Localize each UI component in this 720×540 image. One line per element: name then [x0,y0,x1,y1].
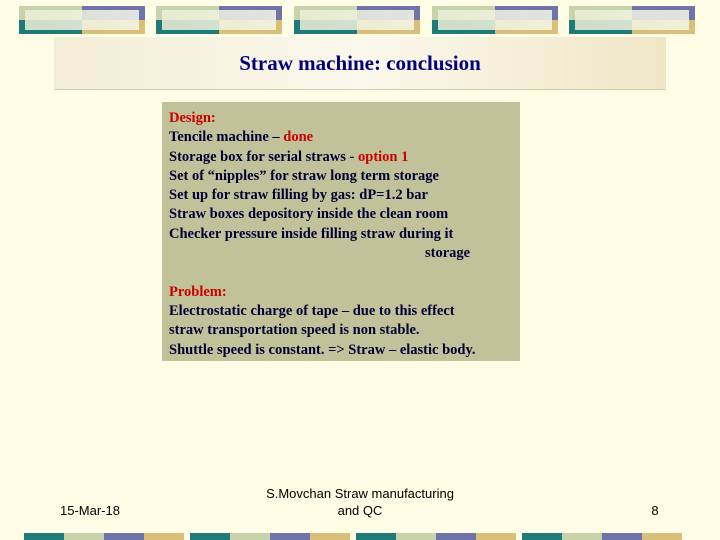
problem-item: Electrostatic charge of tape – due to this effect [169,302,455,319]
decor-tile [432,6,558,34]
problem-heading: Problem: [169,283,227,300]
decor-tile [19,6,145,34]
decor-tile [156,6,282,34]
content-box [162,102,520,361]
footer-author-line: S.Movchan Straw manufacturing [266,486,454,501]
decor-tile [569,6,695,34]
design-item: Set of “nipples” for straw long term storage [169,167,439,184]
top-decoration-band [0,0,720,36]
footer-author [240,485,480,519]
slide-title: Straw machine: conclusion [239,51,481,75]
footer-date: 15-Mar-18 [60,503,120,518]
design-item-continuation: storage [425,245,471,262]
design-item-text: Tencile machine – [169,129,284,146]
design-item-status: option 1 [358,148,409,165]
problem-item: Shuttle speed is constant. => Straw – elastic body. [169,341,476,358]
design-heading: Design: [169,110,216,126]
design-item: Set up for straw filling by gas: dP=1.2 bar [169,187,428,204]
design-item-text: Storage box for serial straws - [169,148,359,165]
spacer [169,263,514,282]
title-bar [54,37,666,90]
design-item-status: done [283,129,314,146]
footer-author-line: and QC [337,503,383,518]
design-item [169,148,514,167]
problem-item: straw transportation speed is non stable. [169,322,420,339]
page-number: 8 [651,503,659,518]
content-text [169,109,514,360]
design-item [169,128,514,147]
decor-tile [294,6,420,34]
design-item: Straw boxes depository inside the clean room [169,206,449,223]
design-item: Checker pressure inside filling straw during it [169,225,454,242]
bottom-decoration-band [0,533,720,540]
